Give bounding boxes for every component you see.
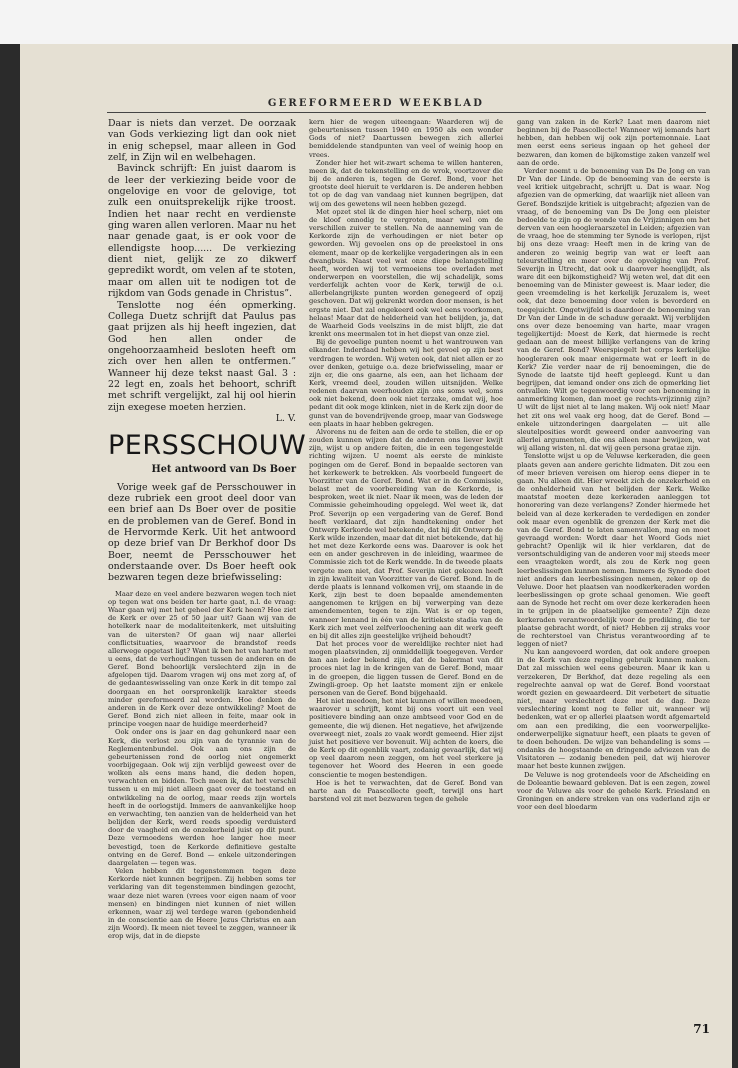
- paragraph: Bavinck schrijft: En juist daarom is de leer der verkiezing beide voor de ongelovige en voor de gelovige, tot zulk een onuitsprekelijk rijke troost. Indien het naar recht en verdienste ging waren allen verloren. Maar nu het naar genade gaat, is er ook voor de ellendigste hoop...... De verkiezing dient niet, gelijk ze zo dikwerf gepredikt wordt, om velen af te stoten, maar om allen uit te nodigen tot de rijkdom van Gods genade in Christus”.: [108, 163, 296, 300]
- paragraph: Dat het proces voor de wereldlijke rechter niet had mogen plaatsvinden, zij onmiddellijk toegegeven. Verder kan aan ieder bekend zijn, dat de bakermat van dit proces niet lag in de kringen van de Geref. Bond, maar in de groepen, die liggen tussen de Geref. Bond en de Zwingli-groep. Op het laatste moment zijn er enkele personen van de Geref. Bond bijgehaald.: [309, 640, 503, 697]
- section-subtitle: Het antwoord van Ds Boer: [151, 464, 296, 476]
- column-1: [108, 118, 307, 941]
- paragraph: Hoe is het te verwachten, dat de Geref. Bond van harte aan de Paascollecte geeft, terwijl ons hart barstend vol zit met bezwaren tegen de gehele: [309, 778, 503, 803]
- author-signature: L. V.: [275, 412, 296, 424]
- article-continuation: [108, 118, 307, 584]
- paragraph: Het niet meedoen, het niet kunnen of willen meedoen, waarover u schrijft, komt bij ons voort uit een veel positievere binding aan onze ambtseed voor God en de gemeente, die wij dienen. Het negatieve, het afwijzende overweegt niet, zoals zo vaak wordt gemeend. Hier zijst juist het positieve ver bovenuit. Wij achten de koers, die de Kerk op dit ogenblik vaart, zodanig gevaarlijk, dat wij op veel daarom neen zeggen, om het veel sterkere ja tegenover het Woord des Heeren in een goede conscientie te mogen bestendigen.: [309, 697, 503, 779]
- quoted-letter: [108, 590, 296, 941]
- header-rule: [107, 112, 706, 113]
- page-number: 71: [693, 1022, 710, 1036]
- intro-paragraph: Vorige week gaf de Persschouwer in deze rubriek een groot deel door van een brief aan Ds Boer over de positie en de problemen van de Geref. Bond in de Hervormde Kerk. Uit het antwoord op deze brief van Dr Berkhof door Ds Boer, neemt de Persschouwer het onderstaande over. Ds Boer heeft ook bezwaren tegen deze briefwisseling:: [108, 481, 296, 584]
- paragraph: Alvorens nu de feiten aan de orde te stellen, die er op zouden kunnen wijzen dat de anderen ons liever kwijt zijn, wijst u op andere feiten, die in een tegengestelde richting wijzen. U noemt als eerste de minkiste pogingen om de Geref. Bond in bepaalde sectoren van het kerkewerk te betrekken. Als voorbeeld fungeert de Voorzitter van de Geref. Bond. Wat er in de Commissie, belast met de voorbereiding van de Kerkorde, is besproken, weet ik niet. Naar ik meen, was de leden der Commissie geheimhouding opgelegd. Wel weet ik, dat Prof. Severijn op een vergadering van de Geref. Bond heeft verklaard, dat zijn handtekening onder het Ontwerp Kerkorde wel betekende, dat hij dit Ontwerp de Kerk wilde inzenden, maar dat dit niet betekende, dat hij het met deze Kerkorde eens was. Daarover is ook het een en ander geschreven in de inleiding, waarmee de Commissie zich tot de Kerk wendde. In de tweede plaats vergete men niet, dat Prof. Severijn niet gekozen heeft in zijn kwaliteit van Voorzitter van de Geref. Bond. In de derde plaats is lennand volkomen vrij, om staande in de Kerk, zijn best te doen bepaalde amendementen aangenomen te krijgen en bij verwerping van deze amendementen, tegen te zijn. Wat is er op tegen, wanneer lennand in één van de kritiekste stadia van de Kerk zich met veel zelfverloochening aan dit werk geeft en bij dit alles zijn geestelijke vrijheid behoudt?: [309, 427, 504, 640]
- paragraph: kern hier de wegen uiteengaan: Waarderen wij de gebeurtenissen tussen 1940 en 1950 als een wonder Gods of niet? Daartussen bewegen zich allerlei bemiddelende standpunten van veel of weinig hoop en vrees.: [309, 118, 503, 159]
- running-header: GEREFORMEERD WEEKBLAD: [267, 98, 485, 109]
- column-3: [517, 118, 710, 811]
- paragraph: Velen hebben dit tegenstemmen tegen deze Kerkorde niet kunnen begrijpen. Zij hebben soms ter verklaring van dit tegenstemmen bindingen gezocht, waar deze niet waren (vrees voor eigen naam of voor mensen) en bindingen niet kunnen of niet willen erkennen, waar zij wel terdege waren (gebondenheid in de conscientie aan de Heere Jezus Christus en aan zijn Woord). Ik meen niet teveel te zeggen, wanneer ik erop wijs, dat in de diepste: [108, 867, 296, 941]
- paragraph: Tenslotte nog één opmerking. Collega Duetz schrijft dat Paulus pas gaat prijzen als hij heeft ingezien, dat God hen allen onder de ongehoorzaamheid besloten heeft om zich over hen allen te ontfermen.” Wanneer hij deze tekst naast Gal. 3 : 22 legt en, zoals het behoort, schrift met schrift vergelijkt, zal hij ool hierin zijn exegese moeten herzien.: [108, 299, 296, 413]
- column-2: [309, 118, 503, 803]
- paragraph: gang van zaken in de Kerk? Laat men daarom niet beginnen bij de Paascollecte! Wanneer wij iemands hart hebben, dan hebben wij ook zijn portemonnaie. Laat men eerst eens serieus ingaan op het geheel der bezwaren, dan komen de bijkomstige zaken vanzelf wel aan de orde.: [517, 118, 710, 167]
- paragraph: De Veluwe is nog grotendeels voor de Afscheiding en de Doleantie bewaard gebleven. Dat is een zegen, zowel voor de Veluwe als voor de gehele Kerk. Friesland en Groningen en andere streken van ons vaderland zijn er voor een deel bloedarm: [517, 770, 710, 812]
- paragraph: Verder noemt u de benoeming van Ds De Jong en van Dr Van der Linde. Op de benoeming van de eerste is veel kritiek uitgebracht, schrijft u. Dat is waar. Nog afgezien van de opmerking, dat waarlijk niet alleen van Geref. Bondszijde kritiek is uitgebracht; afgezien van de vraag, of de benoeming van Ds De Jong een pleister bedoelde te zijn op de wonde van de Vrijzinnigen om het derven van een hoogleraarszetel in Leiden; afgezien van de vraag, hoe de stemming ter Synode is verlopen, rijst bij ons deze vraag: Heeft men in de kring van de anderen zo weinig begrip van wat er leeft aan teleurstelling en meer over de opvolging van Prof. Severijn in Utrecht, dat ook u daarover heenglijdt, als ware dit een bijkomstigheid? Wij weten wel, dat dit een benoeming van de Minister geweest is. Maar ieder, die geen vreemdeling is het kerkelijk Jeruzalem is, weet ook, dat deze benoeming door velen is bevorderd en toegejuicht. Ongetwijfeld is daardoor de benoeming van Dr Van der Linde in de schaduw geraakt. Wij verblijden ons over deze benoeming van harte, maar vragen tegelijkertijd: Moest de Kerk, dat hiermede is recht gedaan aan de meest billijke verlangens van de kring van de Geref. Bond? Weerspiegelt het corps kerkelijke hoogleraren ook maar enigermate wat er leeft in de Kerk? Zie verder naar de rij benoemingen, die de Synode de laatste tijd heeft gepleegd. Kunt u dan begrijpen, dat iemand onder ons zich de opmerking liet ontvallen: Wilt ge tegenwoordig voor een benoeming in aanmerking komen, dan moet ge rechts-vrijzinnig zijn? U wilt de lijst niet al te lang maken. Wij ook niet! Maar het zit ons wel vaak erg hoog, dat de Geref. Bond — enkele uitzonderingen daargelaten — uit alle sleutelposities wordt geweerd onder aanvoering van allerlei argumenten, die ons alleen maar bewijzen, wat wij allang wisten, nl. dat wij geen persona gratae zijn.: [517, 166, 710, 453]
- paragraph: Daar is niets dan verzet. De oorzaak van Gods verkiezing ligt dan ook niet in enig schepsel, maar alleen in God zelf, in Zijn wil en welbehagen.: [108, 118, 296, 164]
- paragraph: Maar deze en veel andere bezwaren wegen toch niet op tegen wat ons beiden ter harte gaat, n.l. de vraag: Waar gaan wij met het geheel der Kerk heen? Hoe ziet de Kerk er over 25 of 50 jaar uit? Gaan wij van de hotelkerk naar de modaliteitenkerk, met uitsluiting van de uitersten? Of gaan wij naar allerlei conflictsituaties, waarvoor de brandstof reeds allerwege opgetast ligt? Want ik ben het van harte met u eens, dat de verhoudingen tussen de anderen en de Geref. Bond behoorlijk verslechterd zijn in de afgelopen tijd. Daarom vragen wij ons met zorg af, of de gedaanteswisseling van onze Kerk in dit tempo zal doorgaan en het oorspronkelijk karakter steeds minder gereformeerd zal worden. Hoe denken de anderen in de Kerk over deze ontwikkeling? Moet de Geref. Bond zich niet alleen in feite, maar ook in principe voegen naar de huidige meerderheid?: [108, 589, 296, 729]
- paragraph: Tenslotte wijst u op de Veluwse kerkeraden, die geen plaats geven aan andere gerichte lidmaten. Dit zou een of meer brieven vereisen om hierop eens dieper in te gaan. Nu alleen dit. Hier wreekt zich de onzekerheid en de onhelderheid van het belijden der Kerk. Welke maatstaf moeten deze kerkeraden aanleggen tot honorering van deze verlangens? Zonder hiermede het beleid van al deze kerkeraden te verdedigen en zonder ook maar even ogenblik de grenzen der Kerk met die van de Geref. Bond te laten samenvallen, mag en moet gevraagd worden: Wordt daar het Woord Gods niet gebracht? Openlijk wil ik hier verklaren, dat de versontschuldiging van de anderen voor mij steeds meer een vraagteken wordt, als zou de Kerk nog geen leerbeslissingen kunnen nemen. Immers de Synode doet niet anders dan leerbeslissingen nemen, zeker op de Veluwe. Door het plaatsen van noodkerkeraden worden leerbeslissingen op grote schaal genomen. Wie geeft aan de Synode het recht om over deze kerkeraden heen in te grijpen in de plaatselijke gemeente? Zijn deze kerkeraden verantwoordelijk voor de prediking, die ter plaatse gebracht wordt, of niet? Hebben zij straks voor de rechterstoel van Christus verantwoording af te leggen of niet?: [517, 452, 710, 648]
- section-title: PERSSCHOUW: [108, 430, 307, 462]
- paragraph: Zonder hier het wit-zwart schema te willen hanteren, meen ik, dat de tekenstelling en de wrok, voortzover die bij de anderen is, tegen de Geref. Bond, voor het grootste deel hieruit te verklaren is. De anderen hebben tot op de dag van vandaag niet kunnen begrijpen, dat wij om des gewetens wil neen hebben gezegd.: [309, 158, 503, 208]
- paragraph: Met opzet stel ik de dingen hier heel scherp, niet om de kloof onnodig te vergroten, maar wel om de verschillen zuiver te stellen. Na de aanneming van de Kerkorde zijn de verhoudingen er niet beter op geworden. Wij gevoelen ons op de preekstoel in ons element, maar op de kerkelijke vergaderingen als in een dwangbuis. Naast veel wat onze diepe belangstelling heeft, worden wij tot vermoeiens toe overladen met onderwerpen en voorstellen, die wij schadelijk, soms verderfelijk achten voor de Kerk, terwijl de o.i. allerbelangrijkste punten worden genegeerd of opzij geschoven. Dat wij gekrenkt worden door mensen, is het ergste niet. Dat zal ongekeerd ook wel eens voorkomen, helaas! Maar dat de helderheid van het belijden, ja, dat de Waarheid Gods veelszins in de mist blijft, zie dat krenkt ons meermalen tot in het diepst van onze ziel.: [309, 207, 503, 339]
- top-margin-bar: [0, 0, 738, 44]
- paragraph: Bij de gevoelige punten noemt u het wantrouwen van elkander. Inderdaad hebben wij het gevoel op zijn best verdragen te worden. Wij weten ook, dat niet allen er zo over denken, getuige o.a. deze briefwisseling, maar er zijn er, die ons gaarne, als een, aan het lichaam der Kerk, vreemd deel, zouden willen uitsnijden. Welke redenen daarvan weerhouden zijn ons soms wel, soms ook niet bekend, doen ook niet terzake, omdat wij, hoe pedant dit ook moge klinken, niet in de Kerk zijn door de gunst van de bovendrijvende groep, maar van Godswege een plaats in haar hebben gekregen.: [309, 338, 503, 428]
- paragraph: Ook onder ons is jaar en dag gehunkerd naar een Kerk, die verlost zou zijn van de tyrannie van de Reglementenbundel. Ook aan ons zijn de gebeurtenissen rond de oorlog niet ongemerkt voorbijgegaan. Ook wij zijn verblijd geweest over de wolken als eens mans hand, die deden hopen, verwachten en bidden. Toch meen ik, dat het verschil tussen u en mij niet alleen gaat over de toestand en ontwikkeling na de oorlog, maar reeds zijn wortels heeft in de oorlogstijd. Immers de aanvankelijke hoop en verwachting, ten aanzien van de helderheid van het belijden der Kerk, werd reeds spoedig verduisterd door de vaagheid en de onzekerheid juist op dit punt. Deze vermoedens werden hoe langer hoe meer bevestigd, toen de Kerkorde definitieve gestalte ontving en de Geref. Bond — enkele uitzonderingen daargelaten — tegen was.: [108, 728, 296, 867]
- paragraph: Nu kan aangevoerd worden, dat ook andere groepen in de Kerk van deze regeling gebruik kunnen maken. Dat zal misschien wel eens gebeuren. Maar ik kan u verzekeren, Dr Berkhof, dat deze regeling als een regelrechte aanval op wat de Geref. Bond voorstaat wordt gezien en gewaardeerd. Dit verbetert de situatie niet, maar verslechtert deze met de dag. Deze verslechtering komt nog te feller uit, wanneer wij bedenken, wat er op allerlei plaatsen wordt afgemarteld om aan een prediking, die een voorwerpelijke-onderwerpelijke signatuur heeft, een plaats te geven of te doen behouden. De wijze van behandeling is soms — ondanks de hoogstaande en dringende adviezen van de Visitatoren — zodanig beneden peil, dat wij hierover maar het beste kunnen zwijgen.: [517, 648, 710, 771]
- magazine-page: [20, 44, 732, 1068]
